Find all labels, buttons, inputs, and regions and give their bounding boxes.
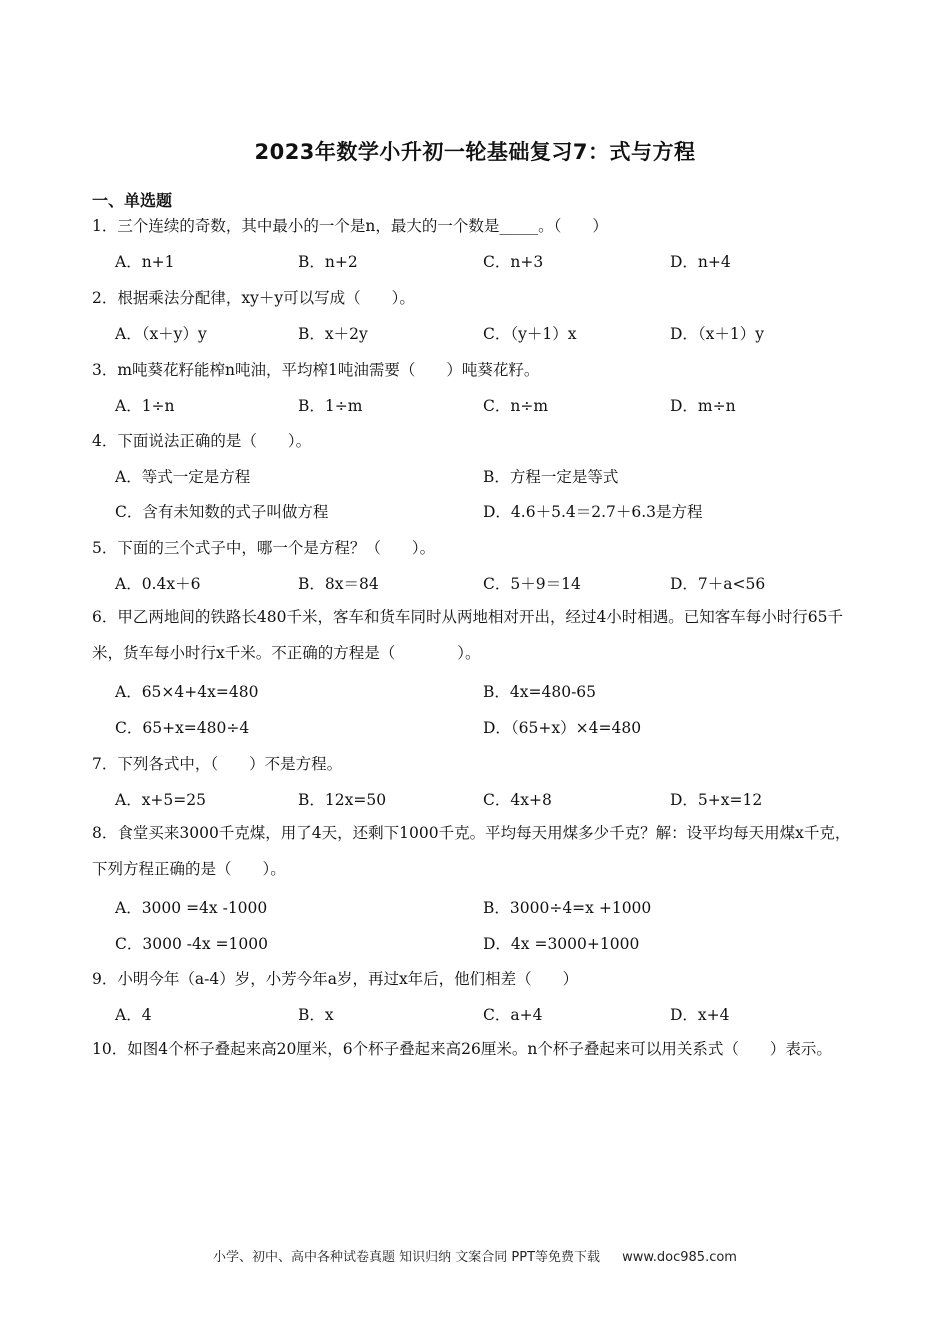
q7-option-b: B．12x=50 (298, 791, 387, 809)
q2-option-b: B．x＋2y (298, 325, 368, 343)
footer-url-link[interactable]: www.doc985.com (622, 1250, 737, 1265)
q9-option-a: A．4 (115, 1006, 152, 1024)
q8-option-a: A．3000 =4x -1000 (115, 899, 268, 917)
question-7: 7．下列各式中，（ ）不是方程。 (92, 755, 343, 773)
question-9: 9．小明今年（a-4）岁，小芳今年a岁，再过x年后，他们相差（ ） (92, 970, 579, 988)
q3-option-b: B．1÷m (298, 397, 363, 415)
q7-option-c: C．4x+8 (483, 791, 552, 809)
question-3: 3．m吨葵花籽能榨n吨油，平均榨1吨油需要（ ）吨葵花籽。 (92, 361, 540, 379)
footer-text: 小学、初中、高中各种试卷真题 知识归纳 文案合同 PPT等免费下载 (213, 1250, 601, 1265)
q1-option-b: B．n+2 (298, 253, 358, 271)
q8-option-c: C．3000 -4x =1000 (115, 935, 268, 953)
q4-option-c: C．含有未知数的式子叫做方程 (115, 503, 329, 521)
q4-option-a: A．等式一定是方程 (115, 468, 251, 486)
question-10: 10．如图4个杯子叠起来高20厘米，6个杯子叠起来高26厘米。n个杯子叠起来可以用关系式（ ）表示。 (92, 1040, 832, 1058)
question-4: 4．下面说法正确的是（ ）。 (92, 432, 312, 450)
question-6: 6．甲乙两地间的铁路长480千米，客车和货车同时从两地相对开出，经过4小时相遇。已知客车每小时行65千米，货车每小时行x千米。不正确的方程是（ ）。 (92, 608, 844, 662)
question-8: 8．食堂买来3000千克煤，用了4天，还剩下1000千克。平均每天用煤多少千克？解：设平均每天用煤x千克，下列方程正确的是（ ）。 (92, 824, 851, 878)
q6-option-b: B．4x=480-65 (483, 683, 597, 701)
q5-option-c: C．5＋9＝14 (483, 575, 581, 593)
q1-option-d: D．n+4 (670, 253, 731, 271)
q7-option-a: A．x+5=25 (115, 791, 206, 809)
q6-option-d: D．（65+x）×4=480 (483, 719, 642, 737)
q4-option-b: B．方程一定是等式 (483, 468, 619, 486)
question-5: 5．下面的三个式子中，哪一个是方程？（ ）。 (92, 539, 436, 557)
q2-option-a: A．（x＋y）y (115, 325, 207, 343)
q2-option-d: D．（x＋1）y (670, 325, 765, 343)
q9-option-b: B．x (298, 1006, 334, 1024)
q1-option-c: C．n+3 (483, 253, 544, 271)
q5-option-a: A．0.4x＋6 (115, 575, 201, 593)
question-1: 1．三个连续的奇数，其中最小的一个是n，最大的一个数是_____。（ ） (92, 217, 608, 235)
question-2: 2．根据乘法分配律，xy＋y可以写成（ ）。 (92, 289, 415, 307)
q6-option-c: C．65+x=480÷4 (115, 719, 250, 737)
page-footer (0, 1246, 950, 1265)
q9-option-c: C．a+4 (483, 1006, 543, 1024)
q2-option-c: C．（y＋1）x (483, 325, 577, 343)
q8-option-b: B．3000÷4=x +1000 (483, 899, 652, 917)
q4-option-d: D．4.6＋5.4＝2.7＋6.3是方程 (483, 503, 703, 521)
q3-option-c: C．n÷m (483, 397, 549, 415)
q7-option-d: D．5+x=12 (670, 791, 763, 809)
q6-option-a: A．65×4+4x=480 (115, 683, 259, 701)
q3-option-d: D．m÷n (670, 397, 736, 415)
q3-option-a: A．1÷n (115, 397, 175, 415)
section-heading: 一、单选题 (92, 191, 173, 210)
q9-option-d: D．x+4 (670, 1006, 730, 1024)
q8-option-d: D．4x =3000+1000 (483, 935, 640, 953)
q1-option-a: A．n+1 (115, 253, 175, 271)
page-title: 2023年数学小升初一轮基础复习7：式与方程 (254, 140, 696, 164)
q5-option-b: B．8x＝84 (298, 575, 379, 593)
q5-option-d: D．7＋a<56 (670, 575, 766, 593)
